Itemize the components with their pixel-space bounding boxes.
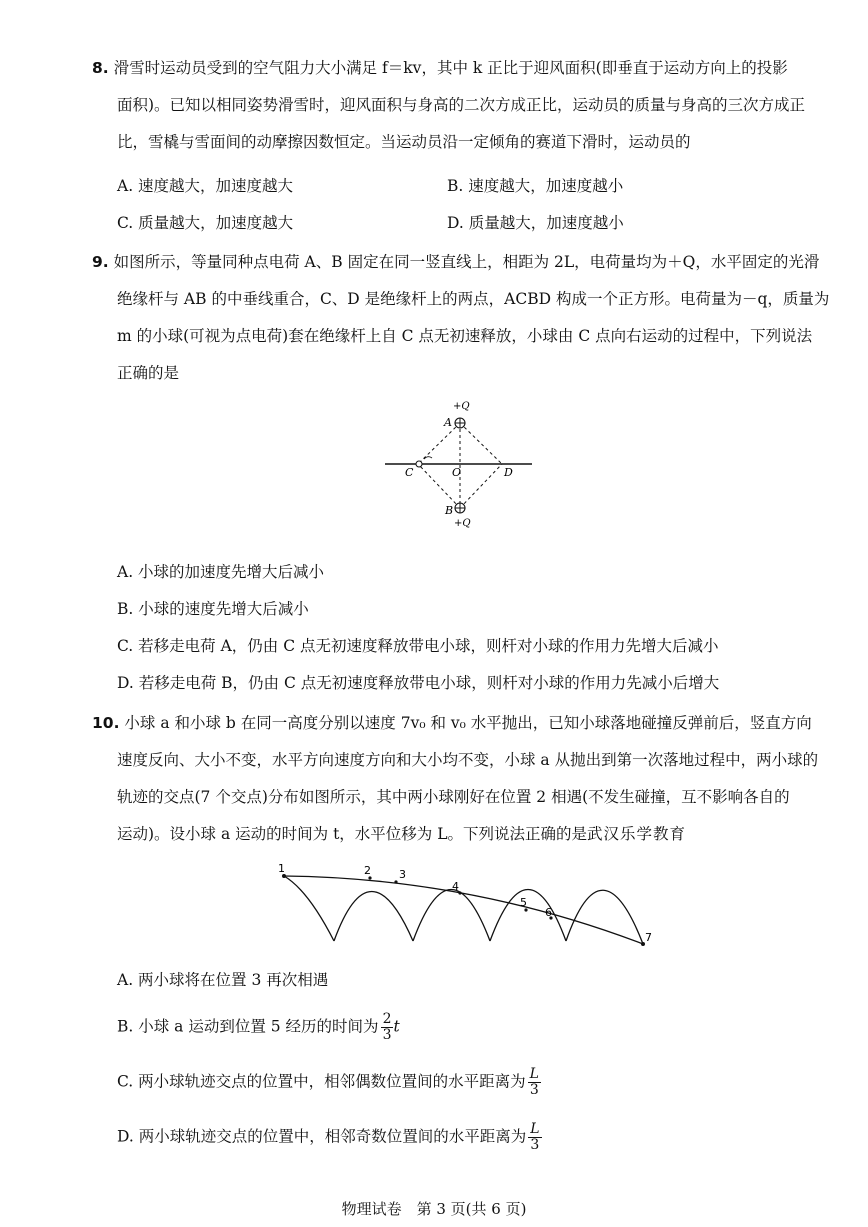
ball-b-bounce-3 (490, 890, 566, 942)
question-9-line-4: 正确的是 (117, 364, 180, 382)
question-9-line-2: 绝缘杆与 AB 的中垂线重合，C、D 是绝缘杆上的两点，ACBD 构成一个正方形。电荷量为－q，质量为 (117, 290, 830, 308)
point-5-label: 5 (520, 896, 527, 909)
option-a: A. 小球的加速度先增大后减小 (117, 563, 325, 581)
option-c: C. 若移走电荷 A，仍由 C 点无初速度释放带电小球，则杆对小球的作用力先增大后减小 (117, 637, 719, 655)
option-d: D. 质量越大，加速度越小 (447, 214, 624, 232)
question-9 (92, 244, 830, 392)
question-10-line-2: 速度反向、大小不变，水平方向速度方向和大小均不变，小球 a 从抛出到第一次落地过程中，两小球的 (117, 751, 819, 769)
charge-top-label: +Q (453, 401, 470, 412)
label-d: D (504, 466, 513, 479)
option-c: C. 质量越大，加速度越大 (117, 214, 294, 232)
point-3-label: 3 (399, 868, 406, 881)
ball-b-first-drop (284, 876, 334, 941)
question-9-line-1: 9. 如图所示，等量同种点电荷 A、B 固定在同一竖直线上，相距为 2L，电荷量均为＋Q，水平固定的光滑 (92, 253, 820, 271)
ball-a-trajectory (284, 876, 643, 944)
charge-b (455, 503, 465, 513)
question-10-line-4: 运动)。设小球 a 运动的时间为 t，水平位移为 L。下列说法正确的是武汉乐学教育 (117, 825, 687, 843)
point-1-label: 1 (278, 862, 285, 875)
ball-b-bounce-2 (413, 890, 490, 942)
question-10 (92, 705, 817, 853)
watermark: 武汉乐学教育 (587, 825, 687, 843)
point-6-label: 6 (545, 906, 552, 919)
ball-b-bounce-4 (566, 890, 643, 944)
ball-at-c (416, 461, 422, 467)
charge-a (455, 418, 465, 428)
label-b: B (445, 504, 454, 517)
question-number: 8. (92, 59, 109, 77)
option-d: D. 若移走电荷 B，仍由 C 点无初速度释放带电小球，则杆对小球的作用力先减小后增大 (117, 674, 720, 692)
question-8-line-2: 面积)。已知以相同姿势滑雪时，迎风面积与身高的二次方成正比，运动员的质量与身高的三次方成正 (117, 96, 806, 114)
question-number: 9. (92, 253, 109, 271)
point-3-dot (394, 880, 397, 883)
option-a: A. 速度越大，加速度越大 (117, 177, 294, 195)
option-b: B. 小球的速度先增大后减小 (117, 600, 309, 618)
option-c: C. 两小球轨迹交点的位置中，相邻偶数位置间的水平距离为 $\frac{L}{3}$ (117, 1066, 539, 1098)
label-c: C (405, 466, 414, 479)
question-10-line-1: 10. 小球 a 和小球 b 在同一高度分别以速度 7v₀ 和 v₀ 水平抛出，已知小球落地碰撞反弹前后，竖直方向 (92, 714, 812, 732)
label-o: O (452, 466, 462, 479)
point-4-label: 4 (452, 880, 459, 893)
charge-bottom-label: +Q (454, 518, 471, 529)
question-8-line-3: 比，雪橇与雪面间的动摩擦因数恒定。当运动员沿一定倾角的赛道下滑时，运动员的 (117, 133, 691, 151)
question-10-line-3: 轨迹的交点(7 个交点)分布如图所示，其中两小球刚好在位置 2 相遇(不发生碰撞，互不影响各自的 (117, 788, 790, 806)
label-a: A (444, 416, 452, 429)
trajectory-diagram (270, 860, 660, 952)
point-2-label: 2 (364, 864, 371, 877)
question-number: 10. (92, 714, 120, 732)
fraction: $\frac{L}{3}$ (530, 1121, 540, 1153)
point-7-label: 7 (645, 931, 652, 944)
option-b: B. 速度越大，加速度越小 (447, 177, 624, 195)
charge-square-diagram (380, 395, 540, 535)
ball-b-bounce-1 (334, 892, 413, 942)
question-8 (92, 50, 817, 161)
option-b: B. 小球 a 运动到位置 5 经历的时间为 $\frac{2}{3}$ t (117, 1011, 400, 1043)
option-a: A. 两小球将在位置 3 再次相遇 (117, 971, 329, 989)
fraction: $\frac{L}{3}$ (529, 1066, 539, 1098)
page-footer: 物理试卷 第 3 页(共 6 页) (341, 1200, 527, 1218)
fraction: $\frac{2}{3}$ (382, 1011, 392, 1043)
option-d: D. 两小球轨迹交点的位置中，相邻奇数位置间的水平距离为 $\frac{L}{3}$ (117, 1121, 540, 1153)
question-9-line-3: m 的小球(可视为点电荷)套在绝缘杆上自 C 点无初速释放，小球由 C 点向右运动的过程中，下列说法 (117, 327, 813, 345)
question-8-line-1: 8. 滑雪时运动员受到的空气阻力大小满足 f＝kv，其中 k 正比于迎风面积(即垂直于运动方向上的投影 (92, 59, 788, 77)
